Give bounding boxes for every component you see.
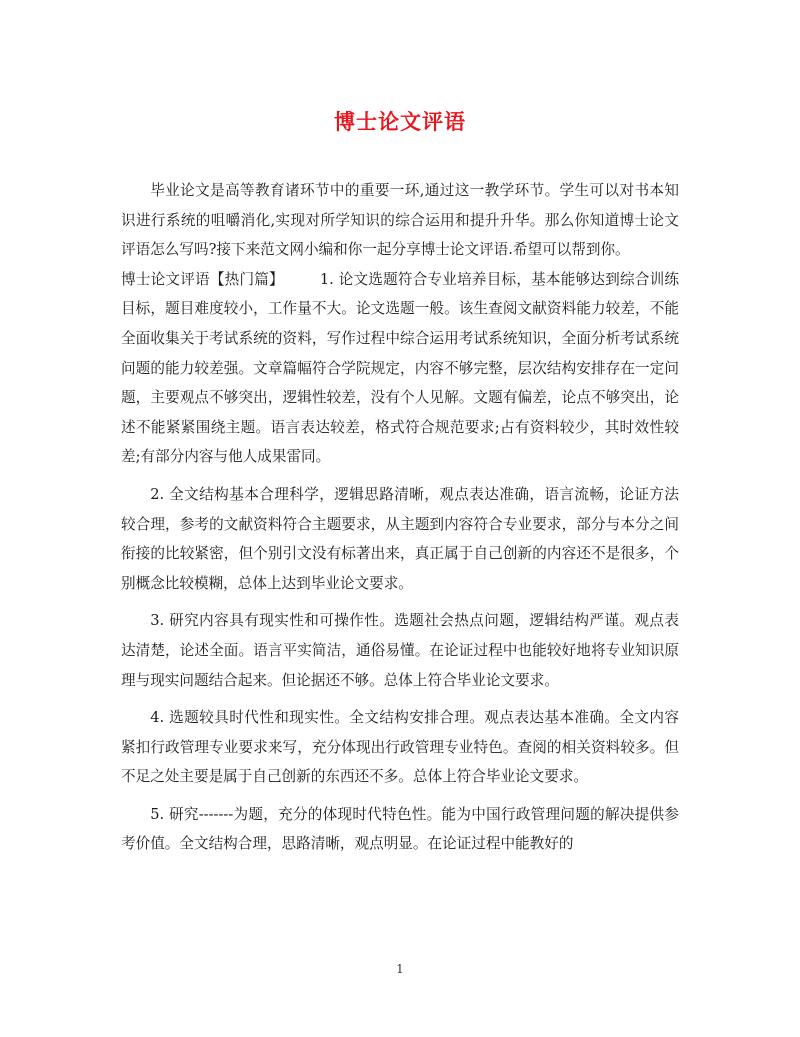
item-2-paragraph: 2. 全文结构基本合理科学，逻辑思路清晰，观点表达准确，语言流畅，论证方法较合理，参考的文献资料符合主题要求，从主题到内容符合专业要求，部分与本分之间衔接的比较紧密，但个别引文没有标著出来，真正属于自己创新的内容还不是很多，个别概念比较模糊，总体上达到毕业论文要求。 [121,485,679,592]
intro-paragraph: 毕业论文是高等教育诸环节中的重要一环,通过这一教学环节。学生可以对书本知识进行系统的咀嚼消化,实现对所学知识的综合运用和提升升华。那么你知道博士论文评语怎么写吗?接下来范文网小编和你一起分享博士论文评语.希望可以帮到你。 [121,182,679,259]
item-1-text: 1. 论文选题符合专业培养目标，基本能够达到综合训练目标，题目难度较小，工作量不大。论文选题一般。该生查阅文献资料能力较差，不能全面收集关于考试系统的资料，写作过程中综合运用考试系统知识，全面分析考试系统问题的能力较差强。文章篇幅符合学院规定，内容不够完整，层次结构安排存在一定问题，主要观点不够突出，逻辑性较差，没有个人见解。文题有偏差，论点不够突出，论述不能紧紧围绕主题。语言表达较差，格式符合规范要求;占有资料较少，其时效性较差;有部分内容与他人成果雷同。 [121,270,679,466]
item-3-paragraph: 3. 研究内容具有现实性和可操作性。选题社会热点问题，逻辑结构严谨。观点表达清楚，论述全面。语言平实简洁，通俗易懂。在论证过程中也能较好地将专业知识原理与现实问题结合起来。但论据还不够。总体上符合毕业论文要求。 [121,612,679,689]
item-1-paragraph [121,265,679,472]
document-title: 博士论文评语 [334,109,466,134]
item-5-paragraph: 5. 研究-------为题，充分的体现时代特色性。能为中国行政管理问题的解决提供参考价值。全文结构合理，思路清晰，观点明显。在论证过程中能教好的 [121,805,679,853]
document-body [121,176,679,859]
item-4-paragraph: 4. 选题较具时代性和现实性。全文结构安排合理。观点表达基本准确。全文内容紧扣行政管理专业要求来写，充分体现出行政管理专业特色。查阅的相关资料较多。但不足之处主要是属于自己创新的东西还不多。总体上符合毕业论文要求。 [121,709,679,786]
section-heading: 博士论文评语【热门篇】 [121,270,284,288]
page-number: 1 [396,962,404,976]
